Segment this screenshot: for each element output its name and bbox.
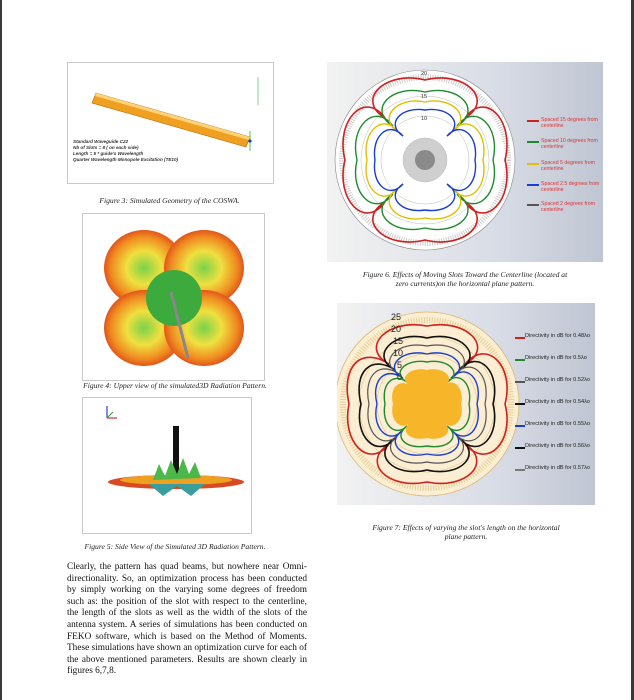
radiation-pattern-3d-top	[104, 230, 244, 366]
radial-tick-label: 20	[391, 324, 402, 334]
figure5-image	[82, 397, 252, 534]
legend-item: Spaced 15 degrees from centerline	[541, 117, 598, 129]
figure6-caption	[327, 270, 603, 288]
geometry-label: Standard Waveguide C22	[73, 139, 129, 144]
figure7-caption-line: plane pattern.	[444, 532, 488, 541]
body-paragraph: Clearly, the pattern has quad beams, but nowhere near Omni-directionality. So, an optimization process has been conducted by simply working on the varying some degrees of freedom such as: the position of the slot with respect to the centerline, the length of the slots as well as the width of the slots of the antenna system. A series of simulations has been conducted on FEKO software, which is based on the Method of Moments. These simulations have shown an optimization curve for each of the above mentioned parameters. Results are shown clearly in figures 6,7,8.	[67, 562, 307, 677]
figure6-image	[327, 62, 603, 262]
geometry-label: Nb of Slots = 8 ( on each side)	[73, 145, 139, 150]
axis-triad-icon	[107, 406, 117, 418]
figure5-caption: Figure 5: Side View of the Simulated 3D Radiation Pattern.	[84, 542, 266, 551]
figure4-image	[82, 213, 265, 381]
legend-item: Directivity in dB for 0.55λo	[525, 421, 590, 427]
waveguide-illustration	[68, 63, 273, 183]
legend-item: Spaced 10 degrees from centerline	[541, 138, 598, 150]
page-edge-left	[0, 0, 2, 700]
legend-item: Directivity in dB for 0.56λo	[525, 443, 590, 449]
radial-tick-label: 0	[397, 372, 403, 382]
feed-point	[248, 139, 251, 142]
radial-tick-label: 15	[421, 94, 428, 100]
radial-tick-label: 10	[421, 116, 428, 122]
legend-item: Directivity in dB for 0.48λo	[525, 333, 590, 339]
figure6-caption-line: Figure 6. Effects of Moving Slots Toward the Centerline (located at	[362, 270, 568, 279]
figure6-caption-line: zero currents)on the horizontal plane pattern.	[395, 279, 535, 288]
legend-item: Spaced 2.5 degrees from centerline	[541, 181, 600, 193]
legend-item: Spaced 2 degrees from centerline	[541, 201, 595, 213]
radial-tick-label: 15	[393, 336, 404, 346]
figure3-caption: Figure 3: Simulated Geometry of the COSWA.	[99, 196, 240, 205]
geometry-label: Quarter Wavelength Monopole Excitation (TE10)	[73, 157, 179, 162]
radial-tick-label: 20	[421, 71, 428, 77]
figure7-caption	[337, 523, 595, 541]
figure3-image	[67, 62, 274, 184]
legend-item: Directivity in dB for 0.52λo	[525, 377, 590, 383]
radial-tick-label: 10	[393, 348, 404, 358]
geometry-label: Length = 5 * guide's Wavelength	[73, 151, 144, 156]
radial-tick-label: 5	[397, 360, 403, 370]
figure4-caption: Figure 4: Upper view of the simulated3D Radiation Pattern.	[83, 381, 267, 390]
figure7-caption-line: Figure 7: Effects of varying the slot's length on the horizontal	[372, 523, 560, 532]
legend-item: Spaced 5 degrees from centerline	[541, 160, 595, 172]
legend-item: Directivity in dB for 0.57λo	[525, 465, 590, 471]
figure7-image	[337, 303, 595, 505]
legend-item: Directivity in dB for 0.5λo	[525, 355, 587, 361]
legend-item: Directivity in dB for 0.54λo	[525, 399, 590, 405]
radial-tick-label: 25	[391, 312, 402, 322]
